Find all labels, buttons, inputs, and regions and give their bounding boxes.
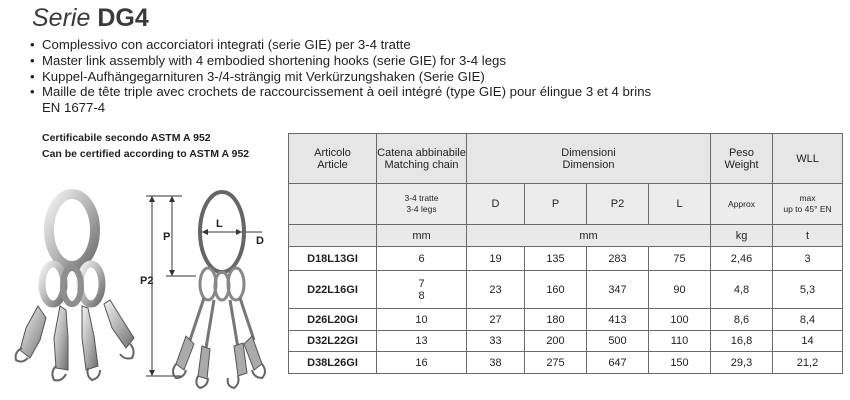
cell-chain: 10	[377, 309, 467, 331]
cell-weight: 29,3	[711, 352, 773, 374]
description-german: • Kuppel-Aufhängegarnituren 3-/4-strängig mit Verkürzungshaken (Serie GIE)	[30, 69, 651, 85]
page-title	[32, 4, 149, 33]
dim-label-p2: P2	[140, 275, 154, 287]
dim-label-d: D	[256, 235, 264, 247]
cell-d: 27	[467, 309, 525, 331]
cell-p: 200	[525, 331, 587, 352]
specifications-table	[288, 133, 843, 374]
cell-wll: 5,3	[773, 271, 843, 309]
subheader-chain: 3-4 tratte 3-4 legs	[377, 184, 467, 225]
cell-p2: 413	[587, 309, 649, 331]
cell-l: 75	[649, 247, 711, 271]
cell-chain: 13	[377, 331, 467, 352]
cell-p: 180	[525, 309, 587, 331]
cell-weight: 2,46	[711, 247, 773, 271]
description-italian: • Complessivo con accorciatori integrati (serie GIE) per 3-4 tratte	[30, 37, 651, 53]
cell-l: 90	[649, 271, 711, 309]
cell-wll: 14	[773, 331, 843, 352]
cell-wll: 21,2	[773, 352, 843, 374]
header-weight: Peso Weight	[711, 134, 773, 184]
cell-p2: 283	[587, 247, 649, 271]
dim-label-l: L	[216, 218, 223, 230]
cell-d: 19	[467, 247, 525, 271]
description-standard: EN 1677-4	[42, 100, 106, 116]
certification-english: Can be certified according to ASTM A 952	[42, 148, 250, 160]
cell-p2: 347	[587, 271, 649, 309]
header-article: Articolo Article	[289, 134, 377, 184]
unit-article	[289, 225, 377, 247]
cell-d: 38	[467, 352, 525, 374]
cell-wll: 8,4	[773, 309, 843, 331]
cell-weight: 8,6	[711, 309, 773, 331]
cell-article: D38L26GI	[289, 352, 377, 374]
table-header-row	[289, 134, 843, 184]
cell-article: D22L16GI	[289, 271, 377, 309]
subheader-d: D	[467, 184, 525, 225]
cell-l: 100	[649, 309, 711, 331]
certification-italian: Certificabile secondo ASTM A 952	[42, 132, 211, 144]
cell-chain: 7 8	[377, 271, 467, 309]
technical-drawing	[134, 180, 284, 398]
subheader-p: P	[525, 184, 587, 225]
cell-chain: 6	[377, 247, 467, 271]
product-photo	[8, 188, 140, 394]
table-row	[289, 271, 843, 309]
description-english: • Master link assembly with 4 embodied shortening hooks (serie GIE) for 3-4 legs	[30, 53, 651, 69]
cell-d: 33	[467, 331, 525, 352]
subheader-wll: max up to 45° EN	[773, 184, 843, 225]
cell-article: D18L13GI	[289, 247, 377, 271]
dim-label-p: P	[163, 231, 171, 243]
cell-p2: 647	[587, 352, 649, 374]
unit-weight: kg	[711, 225, 773, 247]
subheader-weight: Approx	[711, 184, 773, 225]
cell-weight: 4,8	[711, 271, 773, 309]
certification-note	[42, 130, 249, 162]
header-wll: WLL	[773, 134, 843, 184]
unit-dimensions: mm	[467, 225, 711, 247]
title-code: DG4	[97, 4, 149, 32]
table-row	[289, 247, 843, 271]
cell-l: 110	[649, 331, 711, 352]
table-subheader-row	[289, 184, 843, 225]
header-dimensions: Dimensioni Dimension	[467, 134, 711, 184]
table-row	[289, 352, 843, 374]
subheader-article	[289, 184, 377, 225]
subheader-l: L	[649, 184, 711, 225]
table-units-row	[289, 225, 843, 247]
cell-p: 160	[525, 271, 587, 309]
description-french: • Maille de tête triple avec crochets de raccourcissement à oeil intégré (type GIE) pour élingue 3 et 4 brins EN 1677-4	[30, 84, 651, 116]
cell-article: D32L22GI	[289, 331, 377, 352]
unit-wll: t	[773, 225, 843, 247]
table-row	[289, 331, 843, 352]
cell-p2: 500	[587, 331, 649, 352]
cell-wll: 3	[773, 247, 843, 271]
title-serie: Serie	[32, 4, 91, 32]
cell-l: 150	[649, 352, 711, 374]
header-chain: Catena abbinabile Matching chain	[377, 134, 467, 184]
subheader-p2: P2	[587, 184, 649, 225]
description-list	[30, 37, 651, 116]
cell-p: 275	[525, 352, 587, 374]
cell-weight: 16,8	[711, 331, 773, 352]
cell-chain: 16	[377, 352, 467, 374]
cell-d: 23	[467, 271, 525, 309]
cell-article: D26L20GI	[289, 309, 377, 331]
cell-p: 135	[525, 247, 587, 271]
unit-chain: mm	[377, 225, 467, 247]
table-row	[289, 309, 843, 331]
